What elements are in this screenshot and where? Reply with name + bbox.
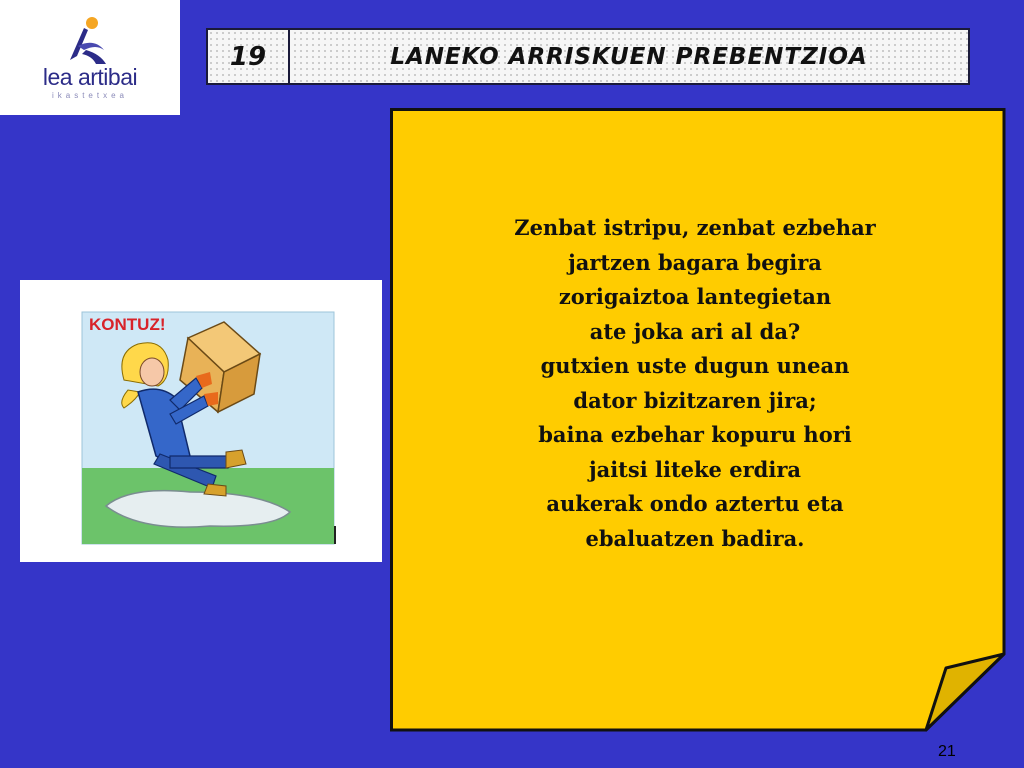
poem-line: jaitsi liteke erdira xyxy=(589,456,801,482)
poem-line: baina ezbehar kopuru hori xyxy=(538,422,852,447)
poem-line: Zenbat istripu, zenbat ezbehar xyxy=(514,215,876,240)
warning-label: KONTUZ! xyxy=(89,315,166,334)
poem-line: jartzen bagara begira xyxy=(568,249,822,275)
logo-name: lea artibai xyxy=(42,64,138,90)
page-number: 21 xyxy=(938,743,956,760)
poem-line: dator bizitzaren jira; xyxy=(573,387,817,413)
logo xyxy=(0,0,180,115)
poem-line: ate joka ari al da? xyxy=(589,318,801,344)
title-bar xyxy=(206,28,970,85)
slide-number: 19 xyxy=(208,30,290,83)
poem-line: aukerak ondo aztertu eta xyxy=(546,491,844,516)
logo-subtitle: ikastetxea xyxy=(51,91,129,100)
poem-line: ebaluatzen badira. xyxy=(585,525,805,551)
poem-note xyxy=(390,108,1006,732)
logo-mark-icon xyxy=(60,16,112,66)
poem-text xyxy=(450,211,940,556)
poem-line: zorigaiztoa lantegietan xyxy=(558,284,832,309)
page-title: LANEKO ARRISKUEN PREBENTZIOA xyxy=(390,43,868,70)
illustration xyxy=(20,280,382,562)
poem-line: gutxien uste dugun unean xyxy=(540,353,850,378)
slipping-worker-illustration xyxy=(20,280,382,562)
